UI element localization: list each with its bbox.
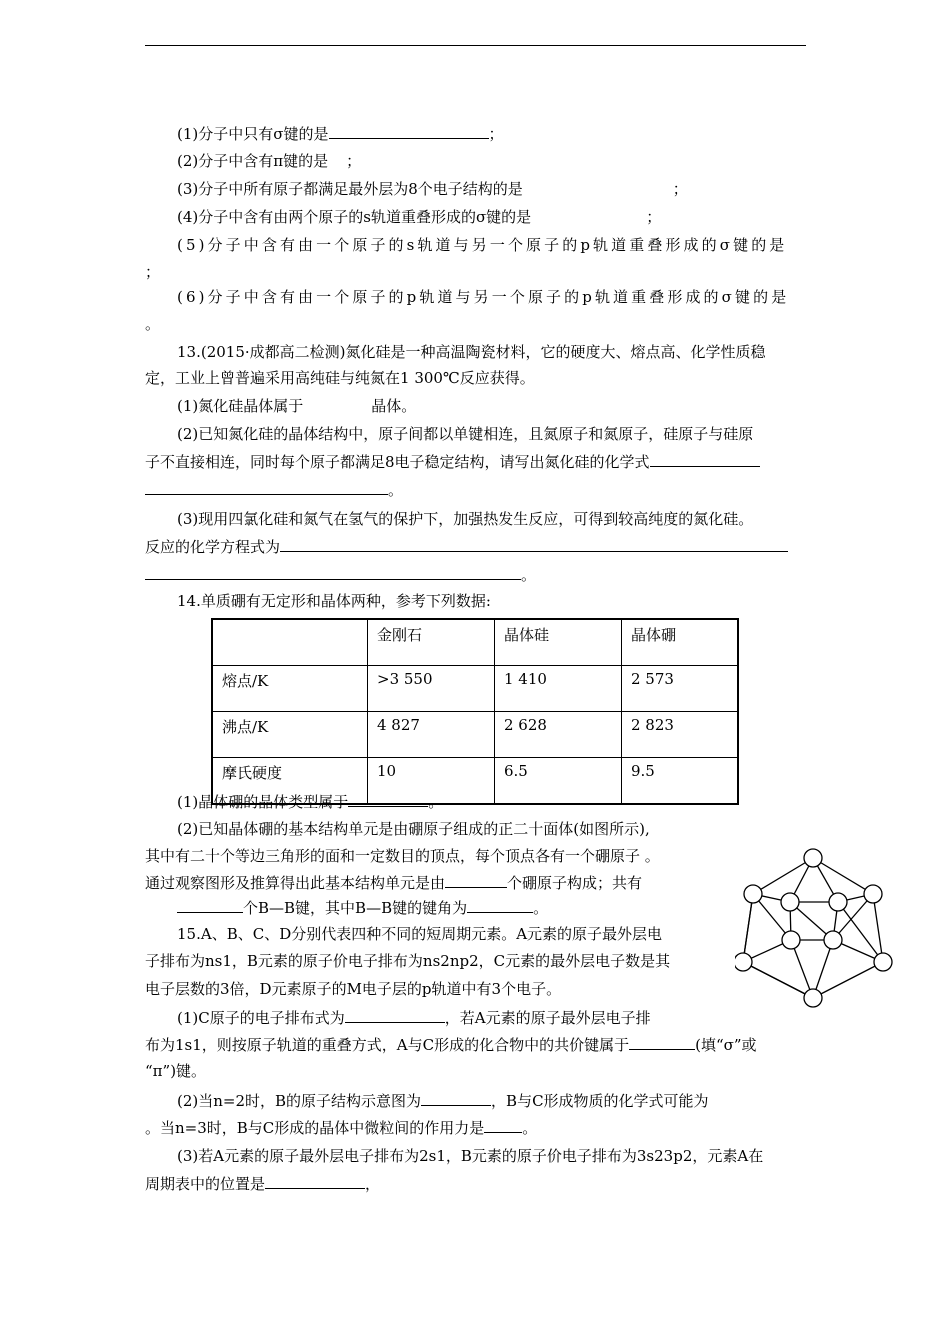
table-cell: 沸点/K [212,712,368,758]
table-cell: 2 823 [622,712,739,758]
boron-atom [781,893,799,911]
q12-part6: (6)分子中含有由一个原子的p轨道与另一个原子的p轨道重叠形成的σ键的是 [177,288,790,306]
table-header-row [212,619,738,666]
table-cell: 2 573 [622,666,739,712]
q14-part2-line3: 通过观察图形及推算得出此基本结构单元是由 个硼原子构成；共有 [145,874,643,892]
q14-part2-line2: 其中有二十个等边三角形的面和一定数目的顶点，每个顶点各有一个硼原子 。 [145,847,660,865]
table-cell: 2 628 [495,712,622,758]
answer-blank[interactable] [265,1173,365,1189]
answer-blank[interactable] [280,536,788,552]
boron-atom [735,953,752,971]
table-header-cell [212,619,368,666]
answer-blank[interactable] [445,872,507,888]
q15-intro-line3: 电子层数的3倍，D元素原子的M电子层的p轨道中有3个电子。 [145,980,562,998]
q14-intro: 14.单质硼有无定形和晶体两种，参考下列数据: [177,592,491,610]
q15-intro-line2: 子排布为ns1，B元素的原子价电子排布为ns2np2，C元素的最外层电子数是其 [145,952,671,970]
q13-part2-line1: (2)已知氮化硅的晶体结构中，原子间都以单键相连，且氮原子和氮原子，硅原子与硅原 [177,425,754,443]
answer-blank[interactable] [348,791,428,807]
q13-part2-line3: 。 [145,479,403,500]
q12-part1: (1)分子中只有σ键的是 ； [177,125,504,143]
icosahedron-figure [735,842,895,1010]
q12-part5-end: ； [145,263,161,281]
q15-part2-line2: 。当n=3时，B与C形成的晶体中微粒间的作用力是 。 [145,1119,538,1137]
q14-part1: (1)晶体硼的晶体类型属于 。 [177,793,444,811]
boron-atom [804,989,822,1007]
table-header-cell: 金刚石 [368,619,495,666]
answer-blank[interactable] [145,564,521,580]
table-header-cell: 晶体硅 [495,619,622,666]
boron-atom [874,953,892,971]
q12-part2: (2)分子中含有π键的是 ； [177,152,362,170]
q12-part6-end: 。 [145,315,161,333]
answer-blank[interactable] [345,1007,445,1023]
table-cell: 6.5 [495,758,622,805]
table-cell: 4 827 [368,712,495,758]
q15-part2-line1: (2)当n=2时，B的原子结构示意图为 ，B与C形成物质的化学式可能为 [177,1092,709,1110]
table-cell: 1 410 [495,666,622,712]
q15-part3-line2: 周期表中的位置是 ， [145,1175,381,1193]
table-cell: 10 [368,758,495,805]
q13-part3-line1: (3)现用四氯化硅和氮气在氢气的保护下，加强热发生反应，可得到较高纯度的氮化硅。 [177,510,754,528]
boron-data-table [211,618,739,805]
q15-part1-line2: 布为1s1，则按原子轨道的重叠方式，A与C形成的化合物中的共价键属于 (填“σ”或 [145,1036,757,1054]
table-cell: 9.5 [622,758,739,805]
q15-part3-line1: (3)若A元素的原子最外层电子排布为2s1，B元素的原子价电子排布为3s23p2，元素A在 [177,1147,764,1165]
q12-part4: (4)分子中含有由两个原子的s轨道重叠形成的σ键的是 ； [177,208,662,226]
table-row [212,712,738,758]
q13-intro-line1: 13.(2015·成都高二检测)氮化硅是一种高温陶瓷材料，它的硬度大、熔点高、化学性质稳 [177,343,766,361]
q13-part3-line3: 。 [145,564,536,585]
q15-part1-line3: “π”)键。 [145,1062,207,1080]
q14-part2-line4: 个B—B键，其中B—B键的键角为 。 [177,897,548,918]
q12-part3: (3)分子中所有原子都满足最外层为8个电子结构的是 ； [177,180,688,198]
boron-atom [744,885,762,903]
q14-part2-line1: (2)已知晶体硼的基本结构单元是由硼原子组成的正二十面体(如图所示), [177,820,650,838]
q12-part5: (5)分子中含有由一个原子的s轨道与另一个原子的p轨道重叠形成的σ键的是 [177,236,788,254]
table-header-cell: 晶体硼 [622,619,739,666]
table-row [212,666,738,712]
boron-atom [829,893,847,911]
table-cell: >3 550 [368,666,495,712]
boron-atom [782,931,800,949]
answer-blank[interactable] [467,897,533,913]
boron-atom [864,885,882,903]
boron-atom [804,849,822,867]
answer-blank[interactable] [629,1034,695,1050]
answer-blank[interactable] [177,897,243,913]
answer-blank[interactable] [421,1090,491,1106]
q13-part2-line2: 子不直接相连，同时每个原子都满足8电子稳定结构，请写出氮化硅的化学式 [145,451,760,472]
table-cell: 摩氏硬度 [212,758,368,805]
boron-atom [824,931,842,949]
q15-part1-line1: (1)C原子的电子排布式为 ，若A元素的原子最外层电子排 [177,1009,651,1027]
q13-intro-line2: 定，工业上曾普遍采用高纯硅与纯氮在1 300℃反应获得。 [145,369,535,387]
header-rule [145,45,806,46]
table-cell: 熔点/K [212,666,368,712]
q15-intro-line1: 15.A、B、C、D分别代表四种不同的短周期元素。A元素的原子最外层电 [177,925,663,943]
answer-blank[interactable] [484,1117,522,1133]
answer-blank[interactable] [650,451,760,467]
answer-blank[interactable] [329,123,489,139]
answer-blank[interactable] [145,479,388,495]
q13-part3-line2: 反应的化学方程式为 [145,536,788,557]
q13-part1: (1)氮化硅晶体属于 晶体。 [177,397,417,415]
